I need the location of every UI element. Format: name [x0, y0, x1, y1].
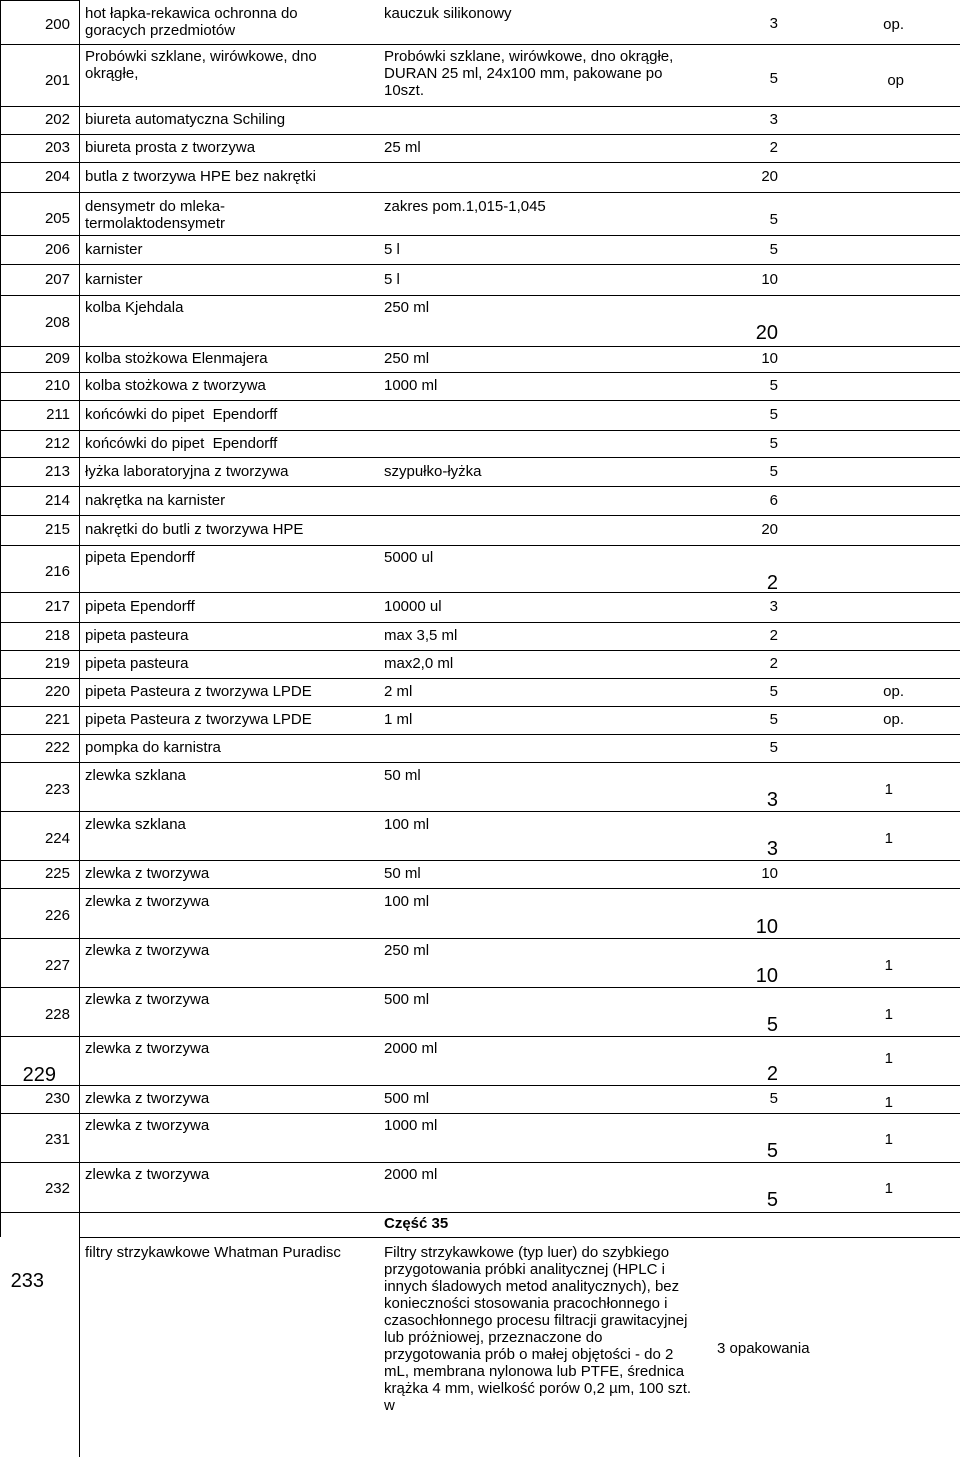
row-number: 225 — [44, 865, 70, 882]
item-unit: op. — [883, 16, 904, 33]
row-divider — [0, 264, 80, 265]
item-name-last: filtry strzykawkowe Whatman Puradisc — [85, 1244, 341, 1261]
row-number: 206 — [44, 241, 70, 258]
row-divider-right — [80, 515, 960, 516]
row-divider — [0, 592, 80, 593]
item-quantity-last: 3 opakowania — [717, 1340, 810, 1357]
item-name: nakrętka na karnister — [85, 492, 226, 509]
item-name: końcówki do pipet Ependorff — [85, 406, 278, 423]
item-quantity: 5 — [769, 241, 778, 258]
item-spec: 2000 ml — [384, 1040, 438, 1057]
row-divider-right — [80, 545, 960, 546]
row-divider-right — [80, 1237, 960, 1238]
row-divider — [0, 372, 80, 373]
row-divider-right — [80, 134, 960, 135]
row-divider-right — [80, 106, 960, 107]
item-quantity: 20 — [761, 521, 778, 538]
item-name: zlewka z tworzywa — [85, 865, 210, 882]
row-divider-right — [80, 372, 960, 373]
item-name: zlewka z tworzywa — [85, 1040, 210, 1057]
row-divider-right — [80, 734, 960, 735]
item-spec: max2,0 ml — [384, 655, 454, 672]
item-name: pipeta pasteura — [85, 627, 189, 644]
row-divider — [0, 162, 80, 163]
item-unit: op — [887, 72, 904, 89]
row-number: 217 — [44, 598, 70, 615]
row-divider-right — [80, 678, 960, 679]
row-divider-right — [80, 1085, 960, 1086]
row-divider — [0, 678, 80, 679]
row-divider — [0, 650, 80, 651]
item-name: łyżka laboratoryjna z tworzywa — [85, 463, 289, 480]
item-name: biureta prosta z tworzywa — [85, 139, 256, 156]
row-divider-right — [80, 1036, 960, 1037]
row-number: 209 — [44, 350, 70, 367]
row-number: 202 — [44, 111, 70, 128]
row-divider — [0, 1113, 80, 1114]
row-number: 220 — [44, 683, 70, 700]
row-number: 227 — [44, 957, 70, 974]
row-number: 207 — [44, 271, 70, 288]
row-number: 211 — [46, 406, 70, 423]
item-spec: 1 ml — [384, 711, 413, 728]
item-unit: op. — [883, 711, 904, 728]
row-number: 230 — [44, 1090, 70, 1107]
row-divider — [0, 134, 80, 135]
item-extra-qty: 1 — [884, 1006, 893, 1023]
item-spec: 1000 ml — [384, 1117, 438, 1134]
item-quantity: 6 — [769, 492, 778, 509]
row-number: 218 — [44, 627, 70, 644]
item-spec: kauczuk silikonowy — [384, 5, 512, 22]
item-name: karnister — [85, 271, 143, 288]
item-spec: 5000 ul — [384, 549, 434, 566]
row-divider — [0, 515, 80, 516]
table-top-border — [0, 0, 80, 1]
item-spec: 250 ml — [384, 350, 430, 367]
item-name: Probówki szklane, wirówkowe, dno okrągłe, — [85, 48, 317, 82]
row-divider — [0, 400, 80, 401]
item-name: pompka do karnistra — [85, 739, 221, 756]
row-divider-right — [80, 938, 960, 939]
item-spec: 5 l — [384, 271, 400, 288]
item-name: zlewka z tworzywa — [85, 1166, 210, 1183]
row-number: 219 — [44, 655, 70, 672]
row-divider — [0, 1036, 80, 1037]
item-name: hot łapka-rekawica ochronna do goracych przedmiotów — [85, 5, 298, 39]
row-number-last: 233 — [10, 1270, 44, 1292]
item-spec: 50 ml — [384, 865, 421, 882]
item-name: pipeta Ependorff — [85, 549, 195, 566]
item-extra-qty: 1 — [884, 830, 893, 847]
item-unit: op. — [883, 683, 904, 700]
row-number: 204 — [44, 168, 70, 185]
item-quantity: 5 — [769, 211, 778, 228]
item-spec: 500 ml — [384, 1090, 430, 1107]
row-divider — [0, 192, 80, 193]
item-quantity: 2 — [769, 139, 778, 156]
item-quantity: 5 — [769, 683, 778, 700]
row-divider-right — [80, 650, 960, 651]
row-number: 215 — [44, 521, 70, 538]
item-extra-qty: 1 — [884, 1050, 893, 1067]
row-number: 205 — [44, 210, 70, 227]
row-divider-right — [80, 346, 960, 347]
item-spec: szypułko-łyżka — [384, 463, 482, 480]
item-quantity: 10 — [755, 916, 778, 938]
item-name: nakrętki do butli z tworzywa HPE — [85, 521, 304, 538]
row-divider — [0, 44, 80, 45]
item-spec: 2 ml — [384, 683, 413, 700]
row-divider — [0, 938, 80, 939]
row-divider-right — [80, 400, 960, 401]
row-divider — [0, 734, 80, 735]
row-divider — [0, 346, 80, 347]
item-spec-last: Filtry strzykawkowe (typ luer) do szybkiego przygotowania próbki analitycznej (HPLC i innych śladowych metod analitycznych), bez konieczności stosowania pracochłonnego i czasochłonnego procesu filtracji grawitacyjnej lub próżniowej, przeznaczone do przygotowania prób o małej objętości - do 2 mL, membrana nylonowa lub PTFE, średnica krążka 4 mm, wielkość porów 0,2 µm, 100 szt. w — [384, 1244, 692, 1414]
item-quantity: 5 — [769, 70, 778, 87]
item-quantity: 3 — [769, 111, 778, 128]
row-divider-right — [80, 192, 960, 193]
row-divider — [0, 545, 80, 546]
item-extra-qty: 1 — [884, 1094, 893, 1111]
item-quantity: 3 — [766, 789, 778, 811]
row-divider-right — [80, 706, 960, 707]
row-divider — [0, 622, 80, 623]
row-divider-right — [80, 430, 960, 431]
row-number: 216 — [44, 563, 70, 580]
item-name: kolba stożkowa z tworzywa — [85, 377, 266, 394]
row-divider — [0, 860, 80, 861]
item-quantity: 5 — [769, 739, 778, 756]
item-quantity: 5 — [769, 1090, 778, 1107]
item-quantity: 2 — [769, 627, 778, 644]
row-divider-right — [80, 811, 960, 812]
item-name: karnister — [85, 241, 143, 258]
row-divider — [0, 987, 80, 988]
row-divider — [0, 811, 80, 812]
item-name: pipeta Ependorff — [85, 598, 195, 615]
row-divider-right — [80, 486, 960, 487]
row-divider-right — [80, 295, 960, 296]
item-spec: 10000 ul — [384, 598, 442, 615]
item-extra-qty: 1 — [884, 781, 893, 798]
item-spec: 5 l — [384, 241, 400, 258]
item-quantity: 10 — [755, 965, 778, 987]
row-number: 203 — [44, 139, 70, 156]
item-name: zlewka z tworzywa — [85, 1090, 210, 1107]
row-divider-right — [80, 162, 960, 163]
part-label: Część 35 — [384, 1215, 449, 1232]
item-name: zlewka z tworzywa — [85, 991, 210, 1008]
item-quantity: 5 — [769, 406, 778, 423]
item-quantity: 10 — [761, 350, 778, 367]
column-divider-nr — [79, 0, 80, 1457]
item-spec: 100 ml — [384, 893, 430, 910]
row-number: 208 — [44, 314, 70, 331]
item-quantity: 5 — [769, 463, 778, 480]
row-divider — [0, 106, 80, 107]
row-divider-right — [80, 987, 960, 988]
row-number: 221 — [44, 711, 70, 728]
item-spec: Probówki szklane, wirówkowe, dno okrągłe, DURAN 25 ml, 24x100 mm, pakowane po 10szt. — [384, 48, 674, 99]
row-divider-right — [80, 264, 960, 265]
item-spec: 25 ml — [384, 139, 421, 156]
row-divider-right — [80, 622, 960, 623]
item-quantity: 2 — [766, 1063, 778, 1085]
row-number: 201 — [44, 72, 70, 89]
item-quantity: 3 — [769, 598, 778, 615]
item-extra-qty: 1 — [884, 1180, 893, 1197]
item-quantity: 20 — [755, 322, 778, 344]
item-name: kolba Kjehdala — [85, 299, 184, 316]
item-name: densymetr do mleka- termolaktodensymetr — [85, 198, 226, 232]
item-name: biureta automatyczna Schiling — [85, 111, 286, 128]
item-quantity: 5 — [769, 377, 778, 394]
row-number: 200 — [44, 16, 70, 33]
item-spec: zakres pom.1,015-1,045 — [384, 198, 546, 215]
item-spec: 250 ml — [384, 942, 430, 959]
item-spec: 50 ml — [384, 767, 421, 784]
item-quantity: 20 — [761, 168, 778, 185]
item-name: zlewka szklana — [85, 767, 186, 784]
item-quantity: 2 — [769, 655, 778, 672]
row-divider-right — [80, 1162, 960, 1163]
item-name: zlewka z tworzywa — [85, 893, 210, 910]
item-spec: 500 ml — [384, 991, 430, 1008]
row-number: 228 — [44, 1006, 70, 1023]
row-divider-right — [80, 235, 960, 236]
item-quantity: 3 — [769, 15, 778, 32]
row-divider — [0, 430, 80, 431]
row-number: 231 — [44, 1131, 70, 1148]
item-spec: 250 ml — [384, 299, 430, 316]
row-number: 232 — [44, 1180, 70, 1197]
row-divider-right — [80, 592, 960, 593]
row-divider-right — [80, 457, 960, 458]
row-divider-right — [80, 888, 960, 889]
item-name: kolba stożkowa Elenmajera — [85, 350, 268, 367]
row-divider-right — [80, 860, 960, 861]
row-number: 223 — [44, 781, 70, 798]
row-divider — [0, 1212, 80, 1213]
row-divider — [0, 457, 80, 458]
item-quantity: 2 — [766, 572, 778, 594]
row-divider — [0, 1162, 80, 1163]
item-quantity: 5 — [769, 711, 778, 728]
row-divider — [0, 295, 80, 296]
row-number: 214 — [44, 492, 70, 509]
item-name: butla z tworzywa HPE bez nakrętki — [85, 168, 316, 185]
row-divider — [0, 486, 80, 487]
row-number: 224 — [44, 830, 70, 847]
item-extra-qty: 1 — [884, 1131, 893, 1148]
item-quantity: 10 — [761, 865, 778, 882]
row-divider — [0, 706, 80, 707]
item-name: końcówki do pipet Ependorff — [85, 435, 278, 452]
item-name: zlewka z tworzywa — [85, 942, 210, 959]
row-divider-right — [80, 44, 960, 45]
row-divider — [0, 235, 80, 236]
left-border — [0, 0, 1, 1237]
item-name: zlewka szklana — [85, 816, 186, 833]
row-divider-right — [80, 762, 960, 763]
row-number: 212 — [44, 435, 70, 452]
item-quantity: 3 — [766, 838, 778, 860]
item-name: pipeta Pasteura z tworzywa LPDE — [85, 683, 312, 700]
item-quantity: 5 — [766, 1014, 778, 1036]
row-number: 210 — [44, 377, 70, 394]
row-number: 222 — [44, 739, 70, 756]
item-spec: 100 ml — [384, 816, 430, 833]
row-divider — [0, 762, 80, 763]
item-quantity: 5 — [769, 435, 778, 452]
row-divider-right — [80, 1113, 960, 1114]
row-divider-right — [80, 1212, 960, 1213]
item-extra-qty: 1 — [884, 957, 893, 974]
row-number: 226 — [44, 907, 70, 924]
row-number: 229 — [22, 1064, 56, 1086]
item-name: zlewka z tworzywa — [85, 1117, 210, 1134]
item-spec: 2000 ml — [384, 1166, 438, 1183]
item-spec: 1000 ml — [384, 377, 438, 394]
item-spec: max 3,5 ml — [384, 627, 458, 644]
item-name: pipeta Pasteura z tworzywa LPDE — [85, 711, 312, 728]
row-number: 213 — [44, 463, 70, 480]
item-quantity: 5 — [766, 1189, 778, 1211]
row-divider — [0, 888, 80, 889]
item-quantity: 10 — [761, 271, 778, 288]
item-name: pipeta pasteura — [85, 655, 189, 672]
item-quantity: 5 — [766, 1140, 778, 1162]
